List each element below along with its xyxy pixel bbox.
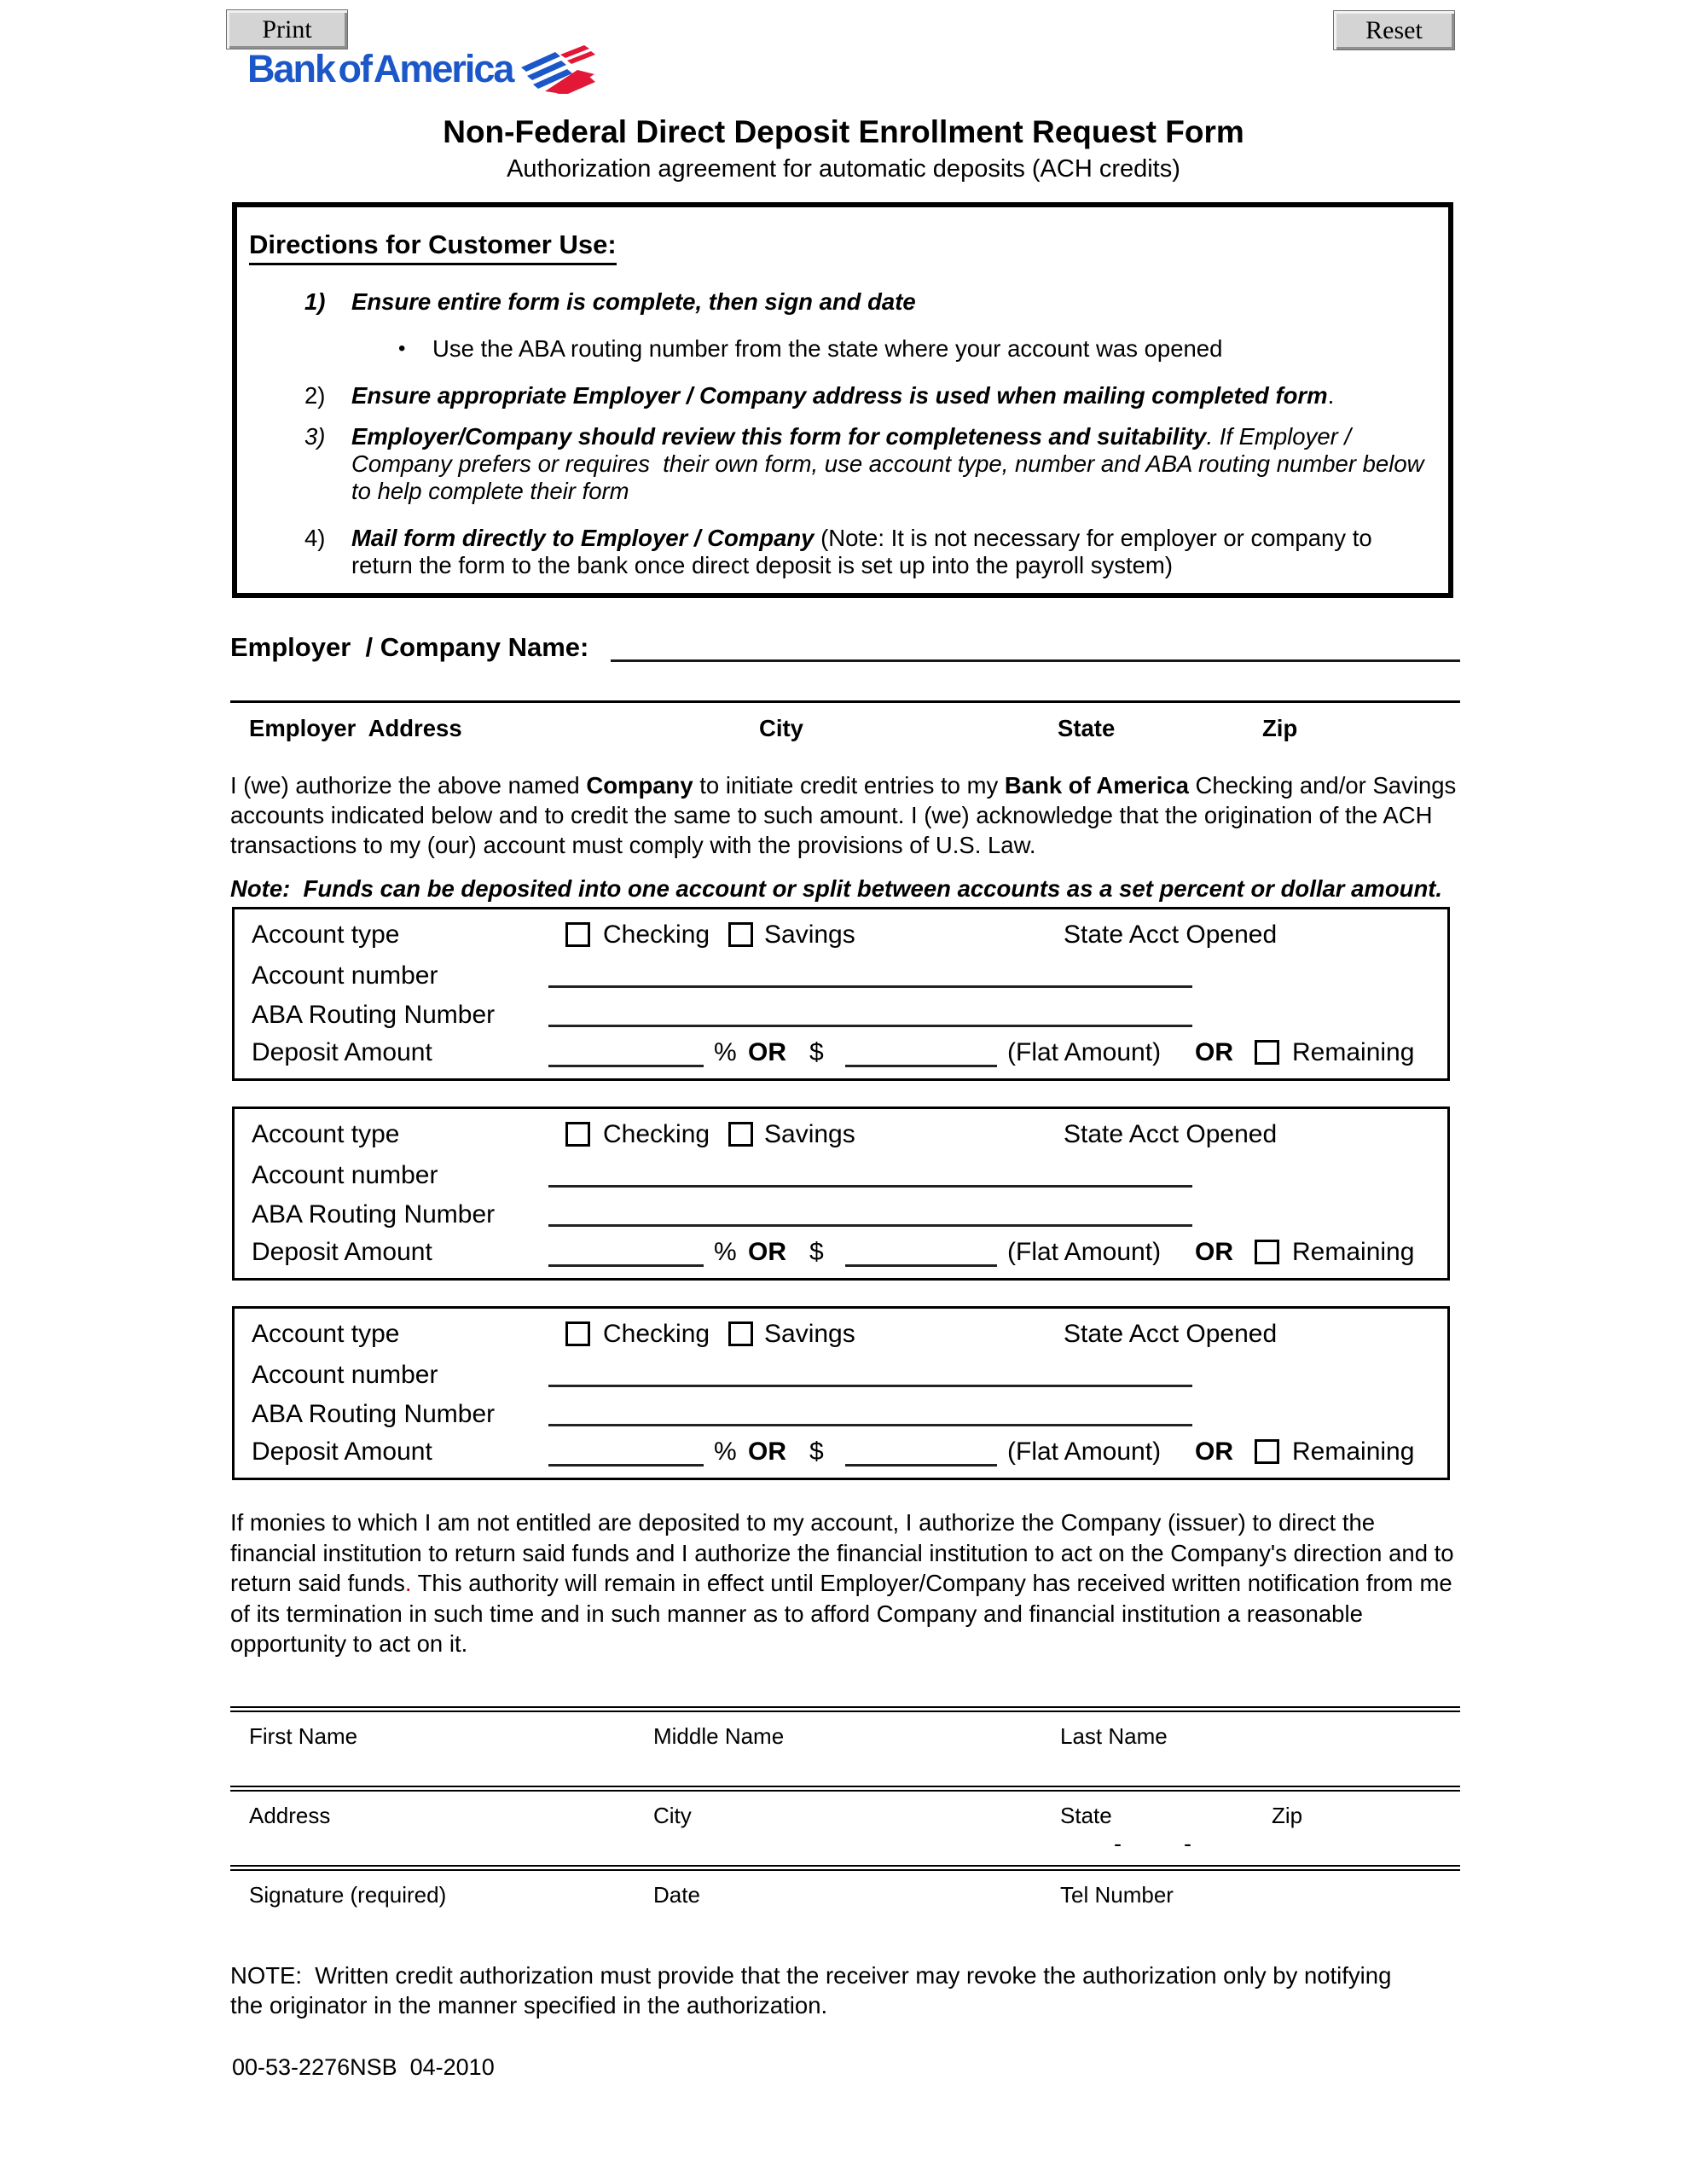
percent-sign: % <box>714 1438 737 1466</box>
percent-sign: % <box>714 1038 737 1066</box>
account-box-3 <box>232 1306 1450 1480</box>
state-field[interactable] <box>1060 1803 1256 1854</box>
account-type-label: Account type <box>252 1120 400 1148</box>
zip-label: Zip <box>1272 1803 1303 1828</box>
zip-field[interactable] <box>1272 1803 1442 1854</box>
account1-aba-routing-input[interactable] <box>548 1025 1192 1027</box>
deposit-amount-label: Deposit Amount <box>252 1038 432 1066</box>
account-number-label: Account number <box>252 961 438 990</box>
direction-bullet <box>249 335 1433 363</box>
state-acct-opened-label: State Acct Opened <box>1064 1120 1278 1148</box>
phone-separator-2: - <box>1184 1831 1191 1856</box>
or-label-2: OR <box>1195 1038 1233 1066</box>
state-label: State <box>1060 1803 1112 1828</box>
remaining-label: Remaining <box>1292 1038 1415 1066</box>
date-field[interactable] <box>653 1882 1029 1933</box>
employer-name-label: Employer / Company Name: <box>230 632 589 662</box>
address-field[interactable] <box>249 1803 624 1854</box>
middle-name-field[interactable] <box>653 1723 1029 1774</box>
account1-percent-input[interactable] <box>548 1065 704 1067</box>
account-type-label: Account type <box>252 921 400 949</box>
checking-label: Checking <box>603 1320 710 1348</box>
savings-label: Savings <box>764 1120 855 1148</box>
account2-aba-routing-input[interactable] <box>548 1224 1192 1227</box>
direction-item-1-number: 1) <box>304 288 326 315</box>
direction-item-3-text: Employer/Company should review this form for completeness and suitability. If Employer / Company prefers or requires their own form, use account type, number and ABA routing number below to help complete their form <box>351 423 1431 504</box>
signature-field[interactable] <box>249 1882 624 1933</box>
employer-address-header <box>230 715 1460 749</box>
employer-zip-label: Zip <box>1262 715 1298 741</box>
name-row <box>230 1723 1460 1778</box>
phone-separator-1: - <box>1114 1831 1122 1856</box>
direction-item-2-text: Ensure appropriate Employer / Company address is used when mailing completed form. <box>351 382 1335 409</box>
bank-of-america-logo <box>247 44 596 94</box>
remaining-label: Remaining <box>1292 1238 1415 1266</box>
account2-checking-checkbox[interactable] <box>565 1122 590 1147</box>
account2-flat-amount-input[interactable] <box>845 1264 997 1267</box>
city-label: City <box>653 1803 692 1828</box>
form-number: 00-53-2276NSB 04-2010 <box>232 2054 495 2080</box>
employer-name-input[interactable] <box>611 634 1460 662</box>
reset-button[interactable] <box>1333 10 1455 50</box>
account-type-label: Account type <box>252 1320 400 1348</box>
employer-address-label: Employer Address <box>249 715 462 741</box>
tel-number-label: Tel Number <box>1060 1882 1174 1908</box>
address-row <box>230 1803 1460 1857</box>
dollar-sign: $ <box>809 1238 824 1266</box>
account3-percent-input[interactable] <box>548 1464 704 1467</box>
direction-item-2-number: 2) <box>304 382 326 409</box>
or-label-2: OR <box>1195 1438 1233 1466</box>
page-subtitle: Authorization agreement for automatic deposits (ACH credits) <box>507 155 1180 183</box>
account3-flat-amount-input[interactable] <box>845 1464 997 1467</box>
or-label-1: OR <box>748 1038 786 1066</box>
or-label-2: OR <box>1195 1238 1233 1266</box>
split-deposit-note: Note: Funds can be deposited into one account or split between accounts as a set percent or dollar amount. <box>230 875 1443 902</box>
flat-amount-label: (Flat Amount) <box>1007 1038 1162 1066</box>
address-label: Address <box>249 1803 331 1828</box>
print-button-label: Print <box>262 15 312 44</box>
deposit-amount-label: Deposit Amount <box>252 1238 432 1266</box>
account2-remaining-checkbox[interactable] <box>1255 1240 1279 1264</box>
monies-paragraph: If monies to which I am not entitled are deposited to my account, I authorize the Company (issuer) to direct the financial institution to return said funds and I authorize the financial institution to act on the Company's direction and to return said funds. This authority will remain in effect until Employer/Company has received written notification from me of its termination in such time and in such manner as to afford Company and financial institution a reasonable opportunity to act on it. <box>230 1509 1454 1657</box>
account3-aba-routing-input[interactable] <box>548 1424 1192 1426</box>
account3-checking-checkbox[interactable] <box>565 1321 590 1346</box>
aba-routing-label: ABA Routing Number <box>252 1001 496 1029</box>
account-box-2 <box>232 1107 1450 1281</box>
account3-remaining-checkbox[interactable] <box>1255 1439 1279 1464</box>
reset-button-label: Reset <box>1365 15 1423 44</box>
last-name-label: Last Name <box>1060 1723 1168 1749</box>
dollar-sign: $ <box>809 1438 824 1466</box>
date-label: Date <box>653 1882 700 1908</box>
or-label-1: OR <box>748 1438 786 1466</box>
footer-note: NOTE: Written credit authorization must provide that the receiver may revoke the authorization only by notifying the originator in the manner specified in the authorization. <box>230 1962 1399 2018</box>
account1-flat-amount-input[interactable] <box>845 1065 997 1067</box>
account2-percent-input[interactable] <box>548 1264 704 1267</box>
first-name-label: First Name <box>249 1723 358 1749</box>
signature-label: Signature (required) <box>249 1882 447 1908</box>
account2-number-input[interactable] <box>548 1185 1192 1188</box>
bank-of-america-wordmark: Bank of America <box>247 47 513 90</box>
direction-item-3 <box>249 423 1433 505</box>
percent-sign: % <box>714 1238 737 1266</box>
page-title: Non-Federal Direct Deposit Enrollment Request Form <box>443 114 1244 149</box>
remaining-label: Remaining <box>1292 1438 1415 1466</box>
red-period: . <box>404 1570 412 1596</box>
first-name-field[interactable] <box>249 1723 624 1774</box>
employer-city-label: City <box>759 715 803 741</box>
account-number-label: Account number <box>252 1161 438 1189</box>
direction-item-1 <box>249 288 1433 316</box>
savings-label: Savings <box>764 1320 855 1348</box>
direction-item-4 <box>249 525 1433 579</box>
personal-table-line-3 <box>230 1865 1460 1871</box>
aba-routing-label: ABA Routing Number <box>252 1200 496 1228</box>
account2-savings-checkbox[interactable] <box>728 1122 753 1147</box>
direction-item-4-text: Mail form directly to Employer / Company (Note: It is not necessary for employer or company to return the form to the bank once direct deposit is set up into the payroll system) <box>351 525 1379 578</box>
direction-item-4-number: 4) <box>304 525 326 551</box>
state-acct-opened-label: State Acct Opened <box>1064 1320 1278 1348</box>
directions-heading: Directions for Customer Use: <box>249 229 1433 265</box>
flat-amount-label: (Flat Amount) <box>1007 1438 1162 1466</box>
or-label-1: OR <box>748 1238 786 1266</box>
aba-routing-label: ABA Routing Number <box>252 1400 496 1428</box>
employer-address-divider <box>230 700 1460 703</box>
authorization-paragraph: I (we) authorize the above named Company to initiate credit entries to my Bank of America Checking and/or Savings accounts indicated below and to credit the same to such amount. I (we) acknowledge that the origination of the ACH transactions to my (our) account must comply with the provisions of U.S. Law. <box>230 772 1457 858</box>
direction-item-3-number: 3) <box>304 423 326 450</box>
checking-label: Checking <box>603 1120 710 1148</box>
employer-name-row <box>230 633 1460 662</box>
dollar-sign: $ <box>809 1038 824 1066</box>
print-button[interactable] <box>226 9 348 49</box>
last-name-field[interactable] <box>1060 1723 1256 1774</box>
account1-remaining-checkbox[interactable] <box>1255 1040 1279 1065</box>
flagscape-icon <box>521 44 596 94</box>
bullet-icon: • <box>398 337 406 360</box>
account1-number-input[interactable] <box>548 985 1192 988</box>
account3-number-input[interactable] <box>548 1385 1192 1387</box>
flat-amount-label: (Flat Amount) <box>1007 1238 1162 1266</box>
direction-item-2 <box>249 382 1433 410</box>
signature-row <box>230 1882 1460 1937</box>
account-box-1 <box>232 907 1450 1081</box>
personal-table-line-2 <box>230 1786 1460 1792</box>
account1-savings-checkbox[interactable] <box>728 922 753 947</box>
state-acct-opened-label: State Acct Opened <box>1064 921 1278 949</box>
employer-state-label: State <box>1058 715 1116 741</box>
personal-table-line-1 <box>230 1706 1460 1712</box>
checking-label: Checking <box>603 921 710 949</box>
savings-label: Savings <box>764 921 855 949</box>
directions-box <box>232 202 1453 598</box>
account3-savings-checkbox[interactable] <box>728 1321 753 1346</box>
tel-number-field[interactable] <box>1060 1882 1256 1933</box>
direction-bullet-text: Use the ABA routing number from the state where your account was opened <box>432 335 1223 362</box>
direction-item-1-text: Ensure entire form is complete, then sign and date <box>351 288 916 315</box>
middle-name-label: Middle Name <box>653 1723 785 1749</box>
city-field[interactable] <box>653 1803 1029 1854</box>
account-number-label: Account number <box>252 1361 438 1389</box>
account1-checking-checkbox[interactable] <box>565 922 590 947</box>
deposit-amount-label: Deposit Amount <box>252 1438 432 1466</box>
